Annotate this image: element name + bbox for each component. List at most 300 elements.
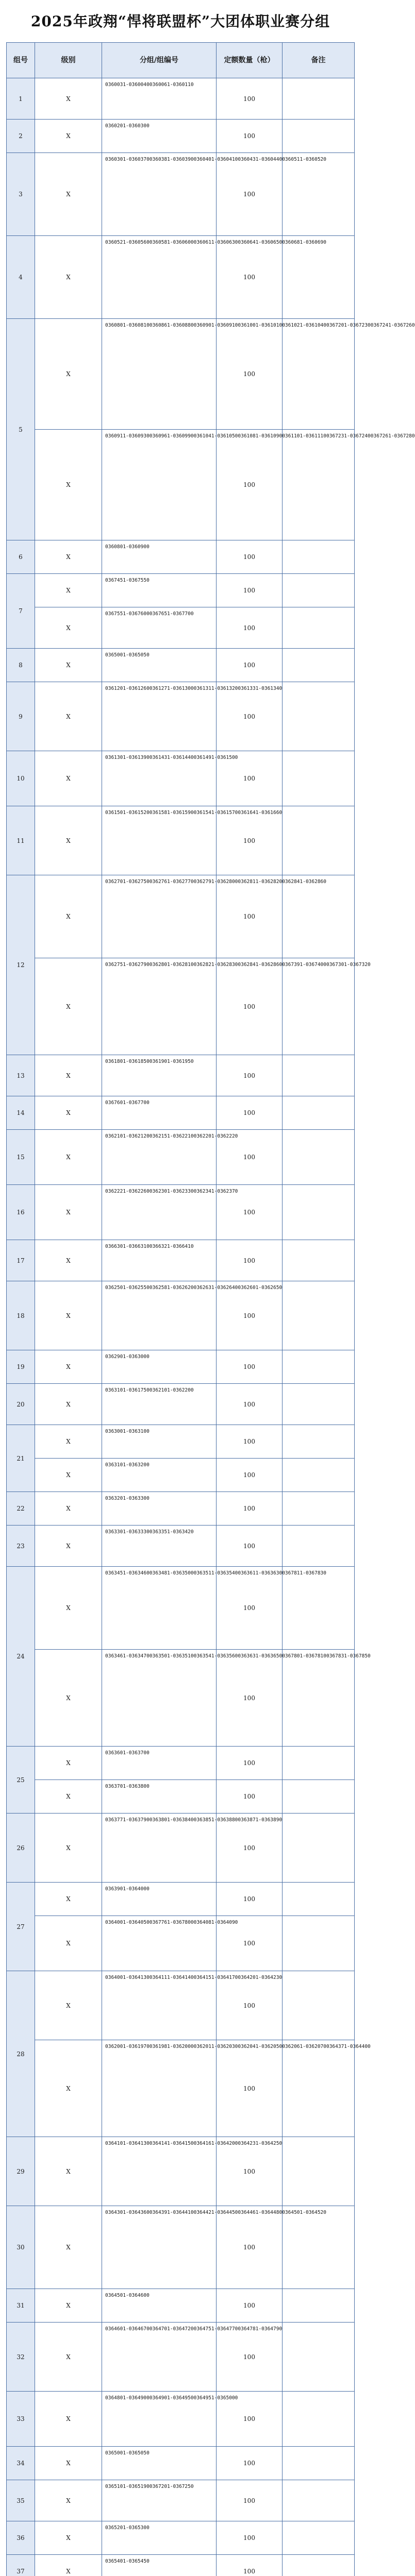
group-number: 31 [6,2289,35,2323]
range-entry: 0364461-0364480 [238,2210,283,2215]
quota-cell: 100 [217,1281,283,1350]
quota-cell: 100 [217,1350,283,1384]
remark-cell [283,1096,355,1130]
level-cell: X [35,1425,102,1459]
level-cell: X [35,2137,102,2206]
range-entry: 0360911-0360930 [105,433,150,439]
range-entry: 0364141-0364150 [149,2141,194,2146]
range-entry: 0364601-0364670 [105,2326,150,2332]
range-entry: 0367301-0367320 [326,962,371,968]
range-entry: 0366301-0366310 [105,1244,150,1249]
remark-cell [283,1883,355,1916]
level-cell: X [35,1526,102,1567]
range-entry: 0363601-0363700 [105,1750,150,1756]
remark-cell [283,649,355,682]
range-entry: 0364101-0364130 [105,2141,150,2146]
level-cell: X [35,1492,102,1526]
range-entry: 0363001-0363100 [105,1429,150,1434]
range-entry: 0361331-0361340 [238,686,283,691]
range-cell [102,1780,217,1814]
range-entry: 0363701-0363800 [105,1784,150,1789]
remark-cell [283,1650,355,1747]
group-number: 14 [6,1096,35,1130]
range-entry: 0367261-0367280 [370,433,415,439]
quota-cell: 100 [217,1055,283,1096]
range-entry: 0367601-0367700 [105,1100,150,1106]
quota-cell: 100 [217,1096,283,1130]
range-cell [102,120,217,153]
range-cell [102,1350,217,1384]
level-cell: X [35,2040,102,2137]
range-entry: 0361081-0361090 [238,433,283,439]
remark-cell [283,1459,355,1492]
range-entry: 0360611-0360630 [193,240,238,245]
quota-cell: 100 [217,751,283,806]
range-entry: 0362841-0362860 [238,962,283,968]
level-cell: X [35,1780,102,1814]
remark-cell [283,2521,355,2555]
quota-cell: 100 [217,78,283,120]
remark-cell [283,2447,355,2480]
range-cell [102,1240,217,1281]
group-number: 15 [6,1130,35,1185]
quota-cell: 100 [217,649,283,682]
range-entry: 0364501-0364520 [282,2210,326,2215]
range-cell [102,1747,217,1780]
remark-cell [283,540,355,574]
remark-cell [283,2137,355,2206]
quota-cell: 100 [217,430,283,540]
range-entry: 0361491-0361500 [193,755,238,760]
quota-cell: 100 [217,1240,283,1281]
quota-cell: 100 [217,574,283,607]
remark-cell [283,1780,355,1814]
quota-cell: 100 [217,1459,283,1492]
group-number: 37 [6,2555,35,2576]
quota-cell: 100 [217,2206,283,2289]
level-cell: X [35,2447,102,2480]
range-entry: 0360401-0360410 [193,157,238,162]
quota-cell: 100 [217,2137,283,2206]
range-entry: 0362221-0362260 [105,1189,150,1194]
level-cell: X [35,540,102,574]
level-cell: X [35,2521,102,2555]
group-number: 13 [6,1055,35,1096]
range-cell [102,1916,238,1971]
remark-cell [283,574,355,607]
level-cell: X [35,1350,102,1384]
remark-cell [283,2289,355,2323]
range-cell [102,2480,217,2521]
quota-cell: 100 [217,1425,283,1459]
range-entry: 0363851-0363880 [193,1817,238,1823]
range-entry: 0363301-0363330 [105,1529,150,1535]
quota-cell: 100 [217,1526,283,1567]
header-group: 组号 [6,42,35,78]
range-entry: 0361001-0361010 [238,323,283,328]
remark-cell [283,1240,355,1281]
range-entry: 0362041-0362050 [238,2044,283,2049]
group-number: 26 [6,1814,35,1883]
range-entry: 0361021-0361040 [282,323,326,328]
range-entry: 0365001-0365050 [105,2450,150,2456]
range-entry: 0362101-0362120 [105,1133,150,1139]
level-cell: X [35,751,102,806]
remark-cell [283,1492,355,1526]
range-entry: 0363101-0361750 [105,1387,150,1393]
range-entry: 0362631-0362640 [193,1285,238,1291]
range-entry: 0363771-0363790 [105,1817,150,1823]
range-entry: 0363451-0363460 [105,1570,150,1576]
remark-cell [283,1185,355,1240]
range-entry: 0364751-0364770 [193,2326,238,2332]
range-entry: 0361981-0362000 [149,2044,194,2049]
quota-cell: 100 [217,1814,283,1883]
remark-cell [283,2480,355,2521]
range-cell [102,2521,217,2555]
group-number: 11 [6,806,35,875]
group-number: 22 [6,1492,35,1526]
group-number: 34 [6,2447,35,2480]
range-entry: 0361541-0361570 [193,810,238,816]
range-entry: 0362201-0362220 [193,1133,238,1139]
level-cell: X [35,1240,102,1281]
remark-cell [283,875,355,958]
quota-cell: 100 [217,2555,283,2576]
range-cell [102,1650,371,1747]
quota-cell: 100 [217,1185,283,1240]
range-entry: 0361901-0361950 [149,1059,194,1064]
range-cell [102,1526,217,1567]
quota-cell: 100 [217,2521,283,2555]
range-cell [102,574,217,607]
range-entry: 0364951-0365000 [193,2395,238,2401]
remark-cell [283,1971,355,2040]
range-cell [102,2289,217,2323]
range-entry: 0365101-0365190 [105,2484,150,2489]
remark-cell [283,1281,355,1350]
range-entry: 0365401-0365450 [105,2558,150,2564]
range-entry: 0360201-0360300 [105,123,150,129]
level-cell: X [35,120,102,153]
range-entry: 0364781-0364790 [238,2326,283,2332]
range-entry: 0362301-0362330 [149,1189,194,1194]
remark-cell [283,1130,355,1185]
range-entry: 0361041-0361050 [193,433,238,439]
quota-cell: 100 [217,236,283,319]
range-entry: 0362501-0362550 [105,1285,150,1291]
level-cell: X [35,607,102,649]
level-cell: X [35,649,102,682]
remark-cell [283,2323,355,2392]
range-cell [102,1096,217,1130]
quota-cell: 100 [217,540,283,574]
range-entry: 0364231-0364250 [238,2141,283,2146]
range-entry: 0361301-0361390 [105,755,150,760]
quota-cell: 100 [217,806,283,875]
level-cell: X [35,2555,102,2576]
range-cell [102,751,238,806]
range-entry: 0367201-0367250 [149,2484,194,2489]
range-entry: 0361431-0361440 [149,755,194,760]
level-cell: X [35,2289,102,2323]
quota-cell: 100 [217,1130,283,1185]
remark-cell [283,2206,355,2289]
range-entry: 0367451-0367550 [105,578,150,583]
range-entry: 0367391-0367400 [282,962,326,968]
range-entry: 0360521-0360560 [105,240,150,245]
range-entry: 0361581-0361590 [149,810,194,816]
header-range: 分组/组编号 [102,42,217,78]
range-entry: 0363101-0363200 [105,1462,150,1468]
group-number: 36 [6,2521,35,2555]
group-number: 10 [6,751,35,806]
group-number: 5 [6,319,35,540]
range-entry: 0362901-0363000 [105,1354,150,1360]
level-cell: X [35,153,102,236]
range-entry: 0360681-0360690 [282,240,326,245]
range-cell [102,430,415,540]
range-entry: 0362101-0362200 [149,1387,194,1393]
remark-cell [283,2392,355,2447]
remark-cell [283,1384,355,1425]
quota-cell: 100 [217,2480,283,2521]
range-entry: 0360431-0360440 [238,157,283,162]
range-entry: 0362011-0362030 [193,2044,238,2049]
group-number: 17 [6,1240,35,1281]
range-entry: 0364391-0364410 [149,2210,194,2215]
remark-cell [283,2555,355,2576]
range-entry: 0362791-0362800 [193,879,238,885]
range-cell [102,958,371,1055]
range-entry: 0363461-0363470 [105,1653,150,1659]
range-entry: 0363351-0363420 [149,1529,194,1535]
group-number: 28 [6,1971,35,2137]
range-entry: 0360641-0360650 [238,240,283,245]
remark-cell [283,236,355,319]
range-entry: 0361101-0361110 [282,433,326,439]
group-number: 6 [6,540,35,574]
range-entry: 0363631-0363650 [238,1653,283,1659]
remark-cell [283,78,355,120]
range-entry: 0367201-0367230 [326,323,371,328]
range-entry: 0361641-0361660 [238,810,283,816]
range-entry: 0362341-0362370 [193,1189,238,1194]
range-cell [102,1459,217,1492]
level-cell: X [35,1185,102,1240]
document-page [6,5,415,2576]
range-cell [102,78,217,120]
remark-cell [283,120,355,153]
range-cell [102,1492,217,1526]
quota-cell: 100 [217,120,283,153]
range-entry: 0362801-0362810 [149,962,194,968]
quota-cell: 100 [217,1883,283,1916]
range-cell [102,1185,238,1240]
quota-cell: 100 [217,2040,283,2137]
range-entry: 0363501-0363510 [149,1653,194,1659]
group-number: 2 [6,120,35,153]
quota-cell: 100 [217,1492,283,1526]
group-number: 1 [6,78,35,120]
grouping-table [6,42,415,2576]
range-entry: 0363481-0363500 [149,1570,194,1576]
level-cell: X [35,1916,102,1971]
group-number: 32 [6,2323,35,2392]
remark-cell [283,153,355,236]
level-cell: X [35,1971,102,2040]
level-cell: X [35,574,102,607]
range-entry: 0363871-0363890 [238,1817,283,1823]
range-entry: 0367231-0367240 [326,433,371,439]
level-cell: X [35,1384,102,1425]
quota-cell: 100 [217,1971,283,2040]
level-cell: X [35,1055,102,1096]
group-number: 29 [6,2137,35,2206]
range-entry: 0361501-0361520 [105,810,150,816]
range-entry: 0360581-0360600 [149,240,194,245]
quota-cell: 100 [217,1780,283,1814]
range-cell [102,607,217,649]
range-entry: 0364001-0364050 [105,1920,150,1925]
level-cell: X [35,2480,102,2521]
quota-cell: 100 [217,1916,283,1971]
range-entry: 0361201-0361260 [105,686,150,691]
group-number: 25 [6,1747,35,1814]
level-cell: X [35,2323,102,2392]
range-entry: 0360801-0360810 [105,323,150,328]
range-entry: 0364701-0364720 [149,2326,194,2332]
group-number: 3 [6,153,35,236]
remark-cell [283,1350,355,1384]
level-cell: X [35,1814,102,1883]
range-entry: 0362601-0362650 [238,1285,283,1291]
range-entry: 0360861-0360880 [149,323,194,328]
page-title: 2025年政翔“悍将联盟杯”大团体职业赛分组 [30,13,330,30]
range-entry: 0362061-0362070 [282,2044,326,2049]
range-entry: 0364201-0364230 [238,1975,283,1980]
range-entry: 0363541-0363560 [193,1653,238,1659]
quota-cell: 100 [217,153,283,236]
remark-cell [283,682,355,751]
quota-cell: 100 [217,2323,283,2392]
group-number: 16 [6,1185,35,1240]
remark-cell [283,1916,355,1971]
range-entry: 0360801-0360900 [105,544,150,550]
remark-cell [283,2040,355,2137]
range-entry: 0360511-0360520 [282,157,326,162]
remark-cell [283,1055,355,1096]
range-cell [102,2447,217,2480]
range-entry: 0365201-0365300 [105,2525,150,2531]
quota-cell: 100 [217,1747,283,1780]
remark-cell [283,1526,355,1567]
header-quota: 定额数量（枪） [217,42,283,78]
quota-cell: 100 [217,875,283,958]
group-number: 30 [6,2206,35,2289]
range-entry: 0360381-0360390 [149,157,194,162]
range-entry: 0362821-0362830 [193,962,238,968]
group-number: 7 [6,574,35,649]
range-entry: 0360061-0360110 [149,82,194,88]
range-cell [102,1883,217,1916]
range-cell [102,1130,238,1185]
level-cell: X [35,806,102,875]
level-cell: X [35,958,102,1055]
level-cell: X [35,319,102,430]
level-cell: X [35,1096,102,1130]
range-entry: 0360031-0360040 [105,82,150,88]
range-entry: 0364501-0364600 [105,2293,150,2298]
range-entry: 0364151-0364170 [193,1975,238,1980]
quota-cell: 100 [217,1650,283,1747]
group-number: 23 [6,1526,35,1567]
range-entry: 0367241-0367260 [370,323,415,328]
range-entry: 0364081-0364090 [193,1920,238,1925]
level-cell: X [35,78,102,120]
level-cell: X [35,1567,102,1650]
level-cell: X [35,2206,102,2289]
range-entry: 0364301-0364360 [105,2210,150,2215]
range-entry: 0364111-0364140 [149,1975,194,1980]
range-entry: 0365001-0365050 [105,652,150,658]
range-entry: 0362151-0362210 [149,1133,194,1139]
range-entry: 0362001-0361970 [105,2044,150,2049]
group-number: 21 [6,1425,35,1492]
remark-cell [283,751,355,806]
range-entry: 0360301-0360370 [105,157,150,162]
range-entry: 0367801-0367810 [282,1653,326,1659]
range-entry: 0363201-0363300 [105,1496,150,1501]
range-cell [102,319,415,430]
quota-cell: 100 [217,2447,283,2480]
range-entry: 0363511-0363540 [193,1570,238,1576]
range-entry: 0363901-0364000 [105,1886,150,1892]
level-cell: X [35,430,102,540]
range-cell [102,1055,217,1096]
range-cell [102,153,326,236]
range-entry: 0367761-0367800 [149,1920,194,1925]
group-number: 35 [6,2480,35,2521]
group-number: 33 [6,2392,35,2447]
range-entry: 0361311-0361320 [193,686,238,691]
range-cell [102,2392,238,2447]
level-cell: X [35,875,102,958]
level-cell: X [35,682,102,751]
quota-cell: 100 [217,958,283,1055]
range-entry: 0361271-0361300 [149,686,194,691]
remark-cell [283,1567,355,1650]
range-entry: 0367551-0367600 [105,611,150,617]
range-entry: 0360961-0360990 [149,433,194,439]
group-number: 24 [6,1567,35,1747]
remark-cell [283,430,355,540]
quota-cell: 100 [217,319,283,430]
quota-cell: 100 [217,1567,283,1650]
remark-cell [283,1814,355,1883]
quota-cell: 100 [217,682,283,751]
range-entry: 0364421-0364450 [193,2210,238,2215]
level-cell: X [35,1883,102,1916]
range-entry: 0362701-0362750 [105,879,150,885]
group-number: 9 [6,682,35,751]
group-number: 27 [6,1883,35,1971]
range-entry: 0364801-0364900 [105,2395,150,2401]
remark-cell [283,607,355,649]
range-entry: 0363801-0363840 [149,1817,194,1823]
remark-cell [283,1747,355,1780]
group-number: 20 [6,1384,35,1425]
